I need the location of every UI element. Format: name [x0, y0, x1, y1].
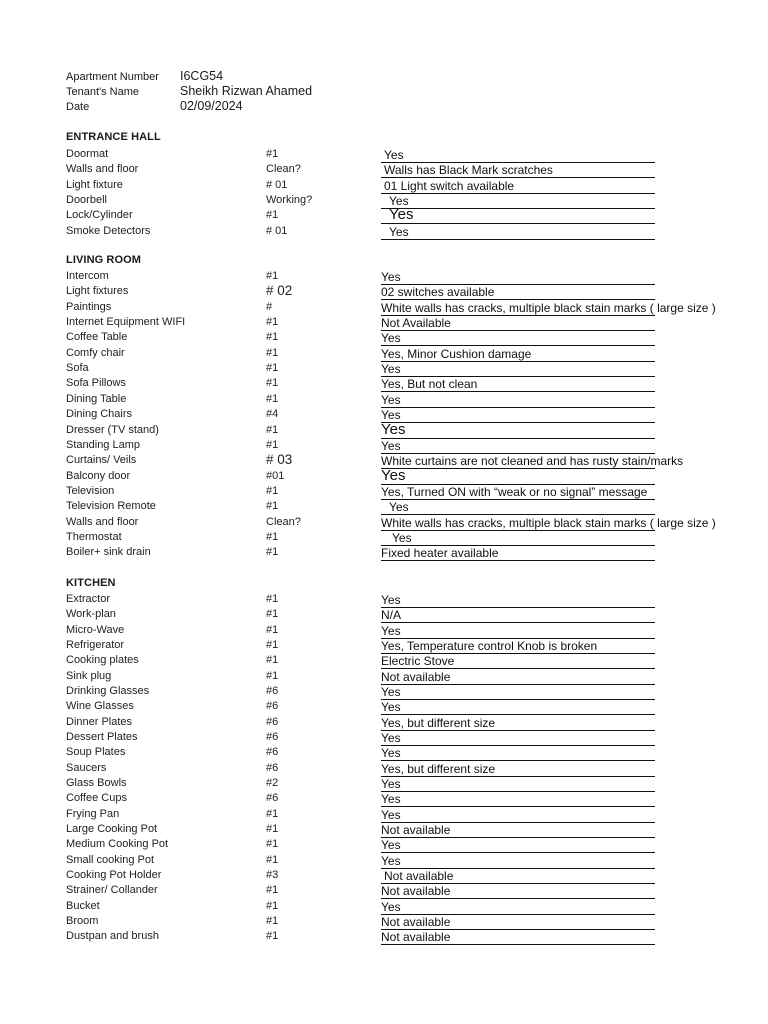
item-name: Intercom: [66, 270, 109, 282]
item-quantity: #1: [266, 900, 279, 912]
answer-field[interactable]: Yes: [381, 900, 401, 914]
checklist-row: [0, 745, 768, 760]
item-name: Internet Equipment WIFI: [66, 316, 186, 328]
answer-field[interactable]: Yes: [381, 421, 406, 438]
item-quantity: Clean?: [266, 163, 301, 175]
item-quantity: #1: [266, 439, 279, 451]
answer-field[interactable]: Yes, but different size: [381, 716, 496, 730]
checklist-row: [0, 653, 768, 668]
answer-field[interactable]: White walls has cracks, multiple black stain marks ( large size ): [381, 516, 716, 530]
item-name: Paintings: [66, 301, 112, 313]
item-name: Wine Glasses: [66, 700, 134, 712]
checklist-row: [0, 208, 768, 223]
checklist-row: [0, 269, 768, 284]
item-name: Dresser (TV stand): [66, 424, 159, 436]
answer-field[interactable]: Yes, Temperature control Knob is broken: [381, 639, 598, 653]
item-name: Doorbell: [66, 194, 107, 206]
checklist-row: [0, 515, 768, 530]
item-quantity: # 01: [266, 179, 288, 191]
checklist-row: [0, 162, 768, 177]
checklist-row: [0, 178, 768, 193]
item-name: Micro-Wave: [66, 624, 125, 636]
checklist-row: [0, 530, 768, 545]
item-name: Large Cooking Pot: [66, 823, 158, 835]
item-name: Coffee Table: [66, 331, 128, 343]
answer-field[interactable]: Yes: [381, 746, 401, 760]
item-quantity: #1: [266, 377, 279, 389]
answer-field[interactable]: Yes: [381, 624, 401, 638]
checklist-row: [0, 929, 768, 944]
item-quantity: #1: [266, 546, 279, 558]
answer-field[interactable]: Yes: [381, 593, 401, 607]
answer-field[interactable]: Yes: [381, 467, 406, 484]
item-quantity: #1: [266, 593, 279, 605]
item-name: Balcony door: [66, 470, 131, 482]
item-quantity: #1: [266, 424, 279, 436]
answer-field[interactable]: Yes: [381, 854, 401, 868]
item-name: Walls and floor: [66, 163, 139, 175]
item-quantity: Clean?: [266, 516, 301, 528]
answer-field[interactable]: Not available: [381, 884, 451, 898]
answer-field[interactable]: Yes, Turned ON with “weak or no signal” message: [381, 485, 648, 499]
checklist-row: [0, 883, 768, 898]
item-name: Glass Bowls: [66, 777, 127, 789]
item-name: Soup Plates: [66, 746, 126, 758]
item-quantity: #1: [266, 270, 279, 282]
checklist-row: [0, 499, 768, 514]
item-quantity: #3: [266, 869, 279, 881]
checklist-row: [0, 715, 768, 730]
item-name: Medium Cooking Pot: [66, 838, 169, 850]
answer-field[interactable]: Yes: [381, 439, 401, 453]
answer-field[interactable]: Yes, Minor Cushion damage: [381, 347, 532, 361]
item-quantity: #1: [266, 884, 279, 896]
item-name: Doormat: [66, 148, 109, 160]
checklist-row: [0, 376, 768, 391]
answer-field[interactable]: Yes: [381, 331, 401, 345]
answer-field[interactable]: Yes: [389, 206, 414, 223]
checklist-row: [0, 807, 768, 822]
item-quantity: #6: [266, 700, 279, 712]
tenant-name-label: Tenant's Name: [66, 86, 140, 98]
checklist-row: [0, 361, 768, 376]
answer-field[interactable]: Yes: [381, 393, 401, 407]
item-quantity: #1: [266, 808, 279, 820]
item-name: Smoke Detectors: [66, 225, 151, 237]
answer-field[interactable]: Not available: [381, 930, 451, 944]
item-name: Broom: [66, 915, 99, 927]
item-name: Standing Lamp: [66, 439, 140, 451]
item-name: Lock/Cylinder: [66, 209, 133, 221]
item-name: Small cooking Pot: [66, 854, 155, 866]
checklist-row: [0, 853, 768, 868]
item-name: Frying Pan: [66, 808, 120, 820]
checklist-row: [0, 730, 768, 745]
item-name: Cooking plates: [66, 654, 139, 666]
item-quantity: #6: [266, 762, 279, 774]
answer-field[interactable]: Not available: [381, 823, 451, 837]
answer-field[interactable]: Yes, but different size: [381, 762, 496, 776]
checklist-row: [0, 147, 768, 162]
item-quantity: #1: [266, 316, 279, 328]
answer-field[interactable]: Not available: [384, 869, 454, 883]
item-name: Television: [66, 485, 115, 497]
checklist-row: [0, 592, 768, 607]
item-quantity: #1: [266, 331, 279, 343]
item-name: Boiler+ sink drain: [66, 546, 151, 558]
answer-field[interactable]: Yes: [381, 700, 401, 714]
checklist-row: [0, 822, 768, 837]
item-name: Drinking Glasses: [66, 685, 150, 697]
answer-field[interactable]: Fixed heater available: [381, 546, 499, 560]
answer-field[interactable]: White walls has cracks, multiple black stain marks ( large size ): [381, 301, 716, 315]
item-quantity: #6: [266, 685, 279, 697]
answer-field[interactable]: N/A: [381, 608, 402, 622]
checklist-row: [0, 638, 768, 653]
checklist-row: [0, 684, 768, 699]
checklist-row: [0, 607, 768, 622]
checklist-row: [0, 392, 768, 407]
item-name: Dining Chairs: [66, 408, 133, 420]
item-quantity: #1: [266, 930, 279, 942]
item-quantity: #1: [266, 393, 279, 405]
item-name: Sink plug: [66, 670, 112, 682]
item-quantity: #1: [266, 838, 279, 850]
answer-field[interactable]: Yes: [381, 408, 401, 422]
checklist-row: [0, 669, 768, 684]
answer-field[interactable]: Yes: [381, 792, 401, 806]
answer-field[interactable]: 02 switches available: [381, 285, 495, 299]
date-label: Date: [66, 101, 90, 113]
checklist-row: [0, 438, 768, 453]
answer-field[interactable]: Walls has Black Mark scratches: [384, 163, 553, 177]
answer-field[interactable]: Yes: [384, 148, 404, 162]
item-quantity: #6: [266, 746, 279, 758]
answer-field[interactable]: Yes: [392, 531, 412, 545]
answer-field[interactable]: Yes: [381, 838, 401, 852]
item-name: Dustpan and brush: [66, 930, 159, 942]
answer-field[interactable]: Yes: [389, 500, 409, 514]
checklist-row: [0, 346, 768, 361]
checklist-row: [0, 776, 768, 791]
item-name: Comfy chair: [66, 347, 125, 359]
answer-field[interactable]: Yes: [381, 808, 401, 822]
item-quantity: #: [266, 301, 273, 313]
item-name: Work-plan: [66, 608, 116, 620]
answer-field[interactable]: Electric Stove: [381, 654, 455, 668]
item-quantity: #1: [266, 608, 279, 620]
answer-field[interactable]: Yes: [381, 731, 401, 745]
checklist-row: [0, 423, 768, 438]
item-name: Dinner Plates: [66, 716, 133, 728]
item-quantity: #1: [266, 362, 279, 374]
item-quantity: #1: [266, 148, 279, 160]
item-quantity: #1: [266, 639, 279, 651]
answer-field[interactable]: Yes: [381, 362, 401, 376]
checklist-row: [0, 761, 768, 776]
item-name: Bucket: [66, 900, 100, 912]
item-name: Cooking Pot Holder: [66, 869, 162, 881]
item-name: Curtains/ Veils: [66, 454, 137, 466]
answer-field[interactable]: 01 Light switch available: [384, 179, 515, 193]
answer-field[interactable]: Yes: [389, 225, 409, 239]
item-quantity: #1: [266, 209, 279, 221]
section-title-kitchen: KITCHEN: [66, 577, 116, 589]
item-quantity: # 01: [266, 225, 288, 237]
checklist-row: [0, 330, 768, 345]
checklist-row: [0, 484, 768, 499]
item-quantity: #1: [266, 654, 279, 666]
checklist-row: [0, 837, 768, 852]
item-name: Television Remote: [66, 500, 156, 512]
answer-field[interactable]: Yes: [381, 777, 401, 791]
checklist-row: [0, 899, 768, 914]
checklist-row: [0, 469, 768, 484]
tenant-name-value: Sheikh Rizwan Ahamed: [180, 84, 313, 98]
checklist-row: [0, 224, 768, 239]
item-quantity: #1: [266, 500, 279, 512]
item-quantity: #4: [266, 408, 279, 420]
item-quantity: #1: [266, 854, 279, 866]
item-name: Extractor: [66, 593, 111, 605]
apartment-number-label: Apartment Number: [66, 71, 159, 83]
item-quantity: #6: [266, 716, 279, 728]
checklist-row: [0, 914, 768, 929]
answer-field[interactable]: Yes: [389, 194, 409, 208]
item-quantity: #6: [266, 731, 279, 743]
item-quantity: #1: [266, 531, 279, 543]
checklist-row: [0, 284, 768, 299]
item-quantity: # 02: [266, 283, 293, 298]
item-quantity: #01: [266, 470, 285, 482]
item-name: Dining Table: [66, 393, 127, 405]
answer-field[interactable]: Not available: [381, 915, 451, 929]
item-quantity: #1: [266, 670, 279, 682]
checklist-row: [0, 545, 768, 560]
item-quantity: #1: [266, 624, 279, 636]
checklist-row: [0, 699, 768, 714]
item-name: Dessert Plates: [66, 731, 138, 743]
item-name: Saucers: [66, 762, 107, 774]
checklist-row: [0, 623, 768, 638]
item-quantity: #1: [266, 915, 279, 927]
item-quantity: # 03: [266, 452, 293, 467]
apartment-number-value: I6CG54: [180, 69, 224, 83]
item-name: Refrigerator: [66, 639, 125, 651]
item-name: Walls and floor: [66, 516, 139, 528]
item-quantity: #1: [266, 823, 279, 835]
checklist-row: [0, 300, 768, 315]
item-name: Light fixture: [66, 179, 123, 191]
item-name: Coffee Cups: [66, 792, 127, 804]
answer-underline: [381, 239, 655, 240]
item-name: Strainer/ Collander: [66, 884, 158, 896]
date-value: 02/09/2024: [180, 99, 243, 113]
item-name: Light fixtures: [66, 285, 129, 297]
checklist-row: [0, 193, 768, 208]
item-quantity: #1: [266, 347, 279, 359]
answer-field[interactable]: Yes: [381, 270, 401, 284]
answer-field[interactable]: Yes: [381, 685, 401, 699]
section-title-living-room: LIVING ROOM: [66, 254, 142, 266]
section-title-entrance-hall: ENTRANCE HALL: [66, 131, 161, 143]
item-name: Sofa Pillows: [66, 377, 126, 389]
answer-field[interactable]: Yes, But not clean: [381, 377, 478, 391]
item-quantity: #2: [266, 777, 279, 789]
answer-field[interactable]: Not available: [381, 670, 451, 684]
checklist-row: [0, 315, 768, 330]
checklist-row: [0, 868, 768, 883]
checklist-row: [0, 791, 768, 806]
item-name: Thermostat: [66, 531, 122, 543]
item-quantity: #6: [266, 792, 279, 804]
item-quantity: Working?: [266, 194, 313, 206]
answer-field[interactable]: White curtains are not cleaned and has rusty stain/marks: [381, 454, 684, 468]
item-quantity: #1: [266, 485, 279, 497]
item-name: Sofa: [66, 362, 89, 374]
answer-field[interactable]: Not Available: [381, 316, 451, 330]
